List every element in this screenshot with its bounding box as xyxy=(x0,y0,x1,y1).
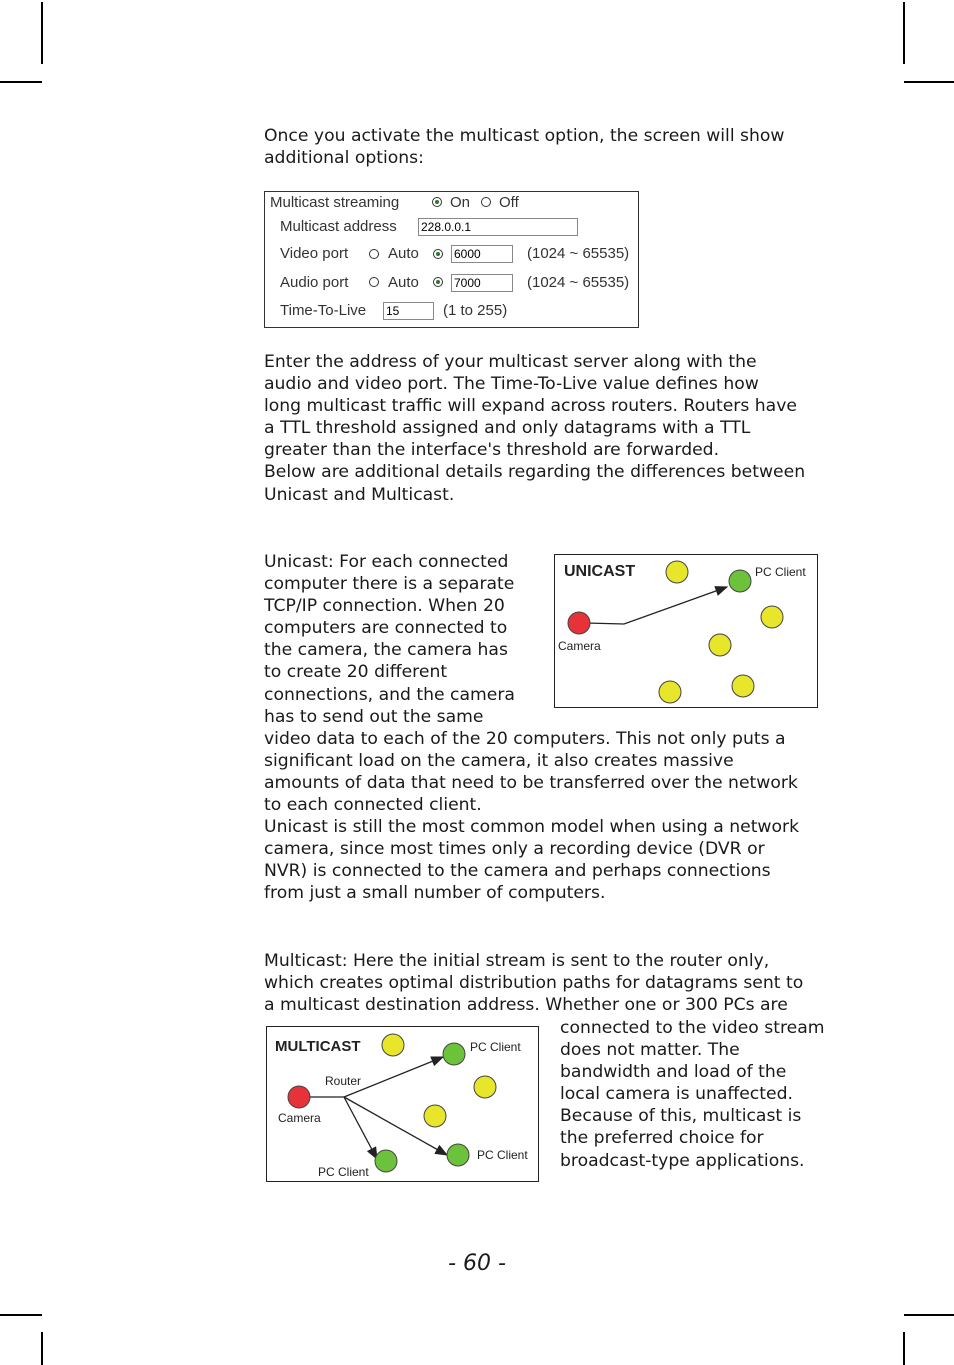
ttl-range: (1 to 255) xyxy=(443,302,508,319)
pc-client-node-idle xyxy=(424,1105,446,1127)
text-line: which creates optimal distribution paths for datagrams sent to xyxy=(264,973,804,994)
text-line: connected to the video stream xyxy=(560,1018,825,1038)
video-port-manual-radio[interactable] xyxy=(433,249,443,259)
text-line: Unicast: For each connected xyxy=(264,552,509,572)
video-port-label: Video port xyxy=(280,245,349,262)
text-line: broadcast-type applications. xyxy=(560,1150,805,1171)
unicast-title: UNICAST xyxy=(564,563,636,580)
text-line: Unicast is still the most common model when using a network xyxy=(264,817,800,838)
text-line: TCP/IP connection. When 20 xyxy=(264,596,505,617)
multicast-streaming-label: Multicast streaming xyxy=(270,194,400,211)
ttl-input[interactable] xyxy=(383,302,434,320)
multicast-address-input[interactable] xyxy=(418,218,578,236)
video-port-auto-radio[interactable] xyxy=(369,249,379,259)
address-paragraph xyxy=(264,351,844,506)
intro-paragraph xyxy=(264,125,844,169)
text-line: video data to each of the 20 computers. This not only puts a xyxy=(264,728,786,749)
pc-client-label: PC Client xyxy=(470,1040,521,1054)
multicast-diagram xyxy=(266,1026,539,1182)
multicast-title: MULTICAST xyxy=(275,1038,361,1055)
ttl-label: Time-To-Live xyxy=(280,302,367,319)
crop-mark xyxy=(904,1314,954,1316)
text-line: has to send out the same xyxy=(264,706,484,727)
pc-client-label: PC Client xyxy=(318,1165,369,1179)
unicast-stream-line xyxy=(586,587,727,624)
audio-port-manual-radio[interactable] xyxy=(433,277,443,287)
text-line: significant load on the camera, it also creates massive xyxy=(264,750,734,771)
text-line: Once you activate the multicast option, the screen will show xyxy=(264,126,785,146)
text-line: Multicast: Here the initial stream is sent to the router only, xyxy=(264,951,770,971)
crop-mark xyxy=(903,1332,905,1365)
pc-client-node-active xyxy=(443,1043,465,1065)
text-line: long multicast traffic will expand across routers. Routers have xyxy=(264,396,797,417)
text-line: greater than the interface's threshold are forwarded. xyxy=(264,440,720,461)
text-line: bandwidth and load of the xyxy=(560,1062,787,1083)
multicast-settings-panel xyxy=(264,191,639,328)
pc-client-node-idle xyxy=(709,634,731,656)
text-line: the camera, the camera has xyxy=(264,640,508,661)
text-line: Below are additional details regarding the differences between xyxy=(264,462,806,483)
pc-client-node-idle xyxy=(732,675,754,697)
camera-label: Camera xyxy=(278,1111,321,1125)
text-line: connections, and the camera xyxy=(264,684,515,705)
multicast-on-radio[interactable] xyxy=(432,197,442,207)
text-line: does not matter. The xyxy=(560,1040,740,1061)
off-label: Off xyxy=(499,194,519,211)
pc-client-node-idle xyxy=(761,606,783,628)
audio-auto-label: Auto xyxy=(388,274,419,291)
pc-client-node-idle xyxy=(382,1034,404,1056)
text-line: computer there is a separate xyxy=(264,574,515,595)
multicast-side-paragraph xyxy=(560,1017,850,1172)
crop-mark xyxy=(904,81,954,83)
text-line: audio and video port. The Time-To-Live value defines how xyxy=(264,374,759,395)
pc-client-node-idle xyxy=(659,681,681,703)
text-line: Because of this, multicast is xyxy=(560,1106,802,1127)
multicast-address-label: Multicast address xyxy=(280,218,397,235)
text-line: a multicast destination address. Whether one or 300 PCs are xyxy=(264,995,788,1016)
multicast-off-radio[interactable] xyxy=(481,197,491,207)
video-port-range: (1024 ~ 65535) xyxy=(527,245,630,262)
pc-client-node-idle xyxy=(474,1076,496,1098)
text-line: amounts of data that need to be transferred over the network xyxy=(264,772,798,793)
video-auto-label: Auto xyxy=(388,245,419,262)
pc-client-node-active xyxy=(375,1150,397,1172)
crop-mark xyxy=(0,1314,42,1316)
camera-node xyxy=(568,612,590,634)
audio-port-input[interactable] xyxy=(451,274,513,292)
pc-client-node-idle xyxy=(666,561,688,583)
audio-port-label: Audio port xyxy=(280,274,349,291)
audio-port-range: (1024 ~ 65535) xyxy=(527,274,630,291)
unicast-diagram xyxy=(554,554,818,708)
router-label: Router xyxy=(325,1074,362,1088)
text-line: NVR) is connected to the camera and perhaps connections xyxy=(264,861,771,882)
video-port-input[interactable] xyxy=(451,245,513,263)
text-line: to create 20 different xyxy=(264,662,448,683)
on-label: On xyxy=(450,194,471,211)
crop-mark xyxy=(41,2,43,64)
text-line: local camera is unaffected. xyxy=(560,1084,793,1105)
pc-client-label: PC Client xyxy=(755,565,806,579)
pc-client-node-active xyxy=(729,570,751,592)
text-line: a TTL threshold assigned and only datagrams with a TTL xyxy=(264,418,751,439)
multicast-paragraph xyxy=(264,950,844,1016)
text-line: the preferred choice for xyxy=(560,1128,764,1149)
text-line: computers are connected to xyxy=(264,618,508,639)
text-line: additional options: xyxy=(264,148,424,169)
text-line: Unicast and Multicast. xyxy=(264,484,455,505)
page-number: - 60 - xyxy=(448,1251,506,1276)
pc-client-node-active xyxy=(447,1144,469,1166)
text-line: Enter the address of your multicast server along with the xyxy=(264,352,757,372)
text-line: camera, since most times only a recording device (DVR or xyxy=(264,839,765,860)
text-line: to each connected client. xyxy=(264,795,482,816)
crop-mark xyxy=(903,2,905,64)
audio-port-auto-radio[interactable] xyxy=(369,277,379,287)
pc-client-label: PC Client xyxy=(477,1148,528,1162)
camera-node xyxy=(288,1086,310,1108)
camera-label: Camera xyxy=(558,639,601,653)
crop-mark xyxy=(41,1332,43,1365)
crop-mark xyxy=(0,81,42,83)
text-line: from just a small number of computers. xyxy=(264,883,606,904)
